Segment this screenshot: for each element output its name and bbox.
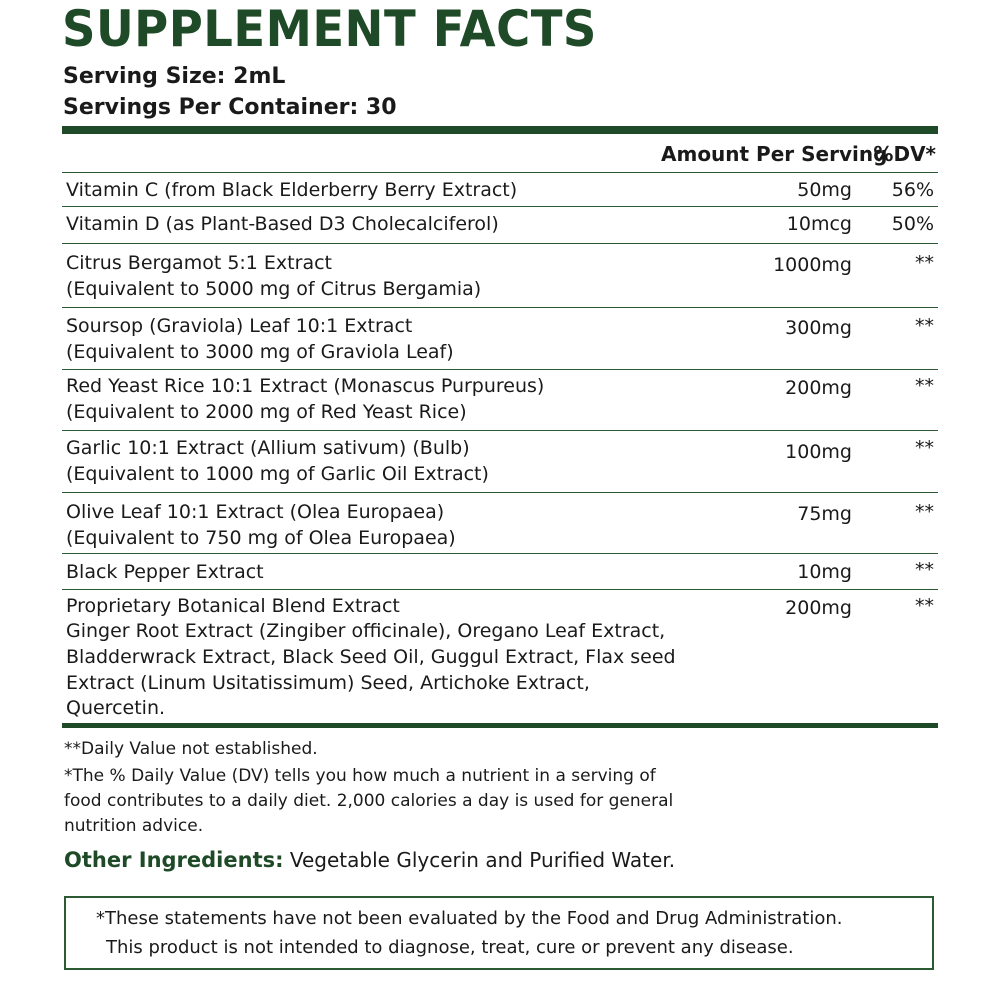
nutrient-equivalent: (Equivalent to 750 mg of Olea Europaea) <box>66 527 456 549</box>
footnote: *The % Daily Value (DV) tells you how much a nutrient in a serving of <box>64 766 656 786</box>
nutrient-amount: 50mg <box>797 179 852 201</box>
nutrient-equivalent: (Equivalent to 3000 mg of Graviola Leaf) <box>66 341 454 363</box>
nutrient-dv: ** <box>915 315 934 337</box>
header-divider <box>62 172 938 173</box>
nutrient-name: Olive Leaf 10:1 Extract (Olea Europaea) <box>66 501 445 523</box>
servings-per-container: Servings Per Container: 30 <box>63 95 397 120</box>
footnote: nutrition advice. <box>64 816 204 836</box>
nutrient-dv: ** <box>915 559 934 581</box>
row-divider <box>62 243 938 244</box>
footnote: food contributes to a daily diet. 2,000 calories a day is used for general <box>64 791 674 811</box>
nutrient-name: Vitamin D (as Plant-Based D3 Cholecalciferol) <box>66 213 499 235</box>
nutrient-equivalent: (Equivalent to 5000 mg of Citrus Bergamia) <box>66 278 482 300</box>
row-divider <box>62 430 938 431</box>
row-divider <box>62 589 938 590</box>
other-ingredients-value: Vegetable Glycerin and Purified Water. <box>289 848 676 872</box>
blend-ingredients-line: Bladderwrack Extract, Black Seed Oil, Guggul Extract, Flax seed <box>66 646 676 668</box>
nutrient-amount: 10mcg <box>786 213 852 235</box>
row-divider <box>62 206 938 207</box>
nutrient-amount: 75mg <box>797 503 852 525</box>
nutrient-name: Black Pepper Extract <box>66 561 264 583</box>
footnote: **Daily Value not established. <box>64 739 318 759</box>
top-thick-rule <box>62 126 938 134</box>
nutrient-dv: ** <box>915 595 934 617</box>
nutrient-amount: 1000mg <box>773 254 852 276</box>
nutrient-name: Vitamin C (from Black Elderberry Berry Extract) <box>66 179 518 201</box>
blend-ingredients-line: Quercetin. <box>66 697 166 719</box>
amount-column-header: Amount Per Serving <box>661 142 888 166</box>
nutrient-dv: ** <box>915 501 934 523</box>
row-divider <box>62 307 938 308</box>
nutrient-name: Proprietary Botanical Blend Extract <box>66 595 400 617</box>
blend-ingredients-line: Ginger Root Extract (Zingiber officinale), Oregano Leaf Extract, <box>66 620 666 642</box>
dv-column-header: %DV* <box>873 142 936 166</box>
nutrient-name: Garlic 10:1 Extract (Allium sativum) (Bulb) <box>66 437 470 459</box>
nutrient-equivalent: (Equivalent to 1000 mg of Garlic Oil Extract) <box>66 463 489 485</box>
nutrient-amount: 10mg <box>797 561 852 583</box>
other-ingredients-label: Other Ingredients: <box>64 848 284 872</box>
nutrient-dv: 56% <box>891 179 934 201</box>
nutrient-dv: 50% <box>891 213 934 235</box>
nutrient-amount: 100mg <box>785 441 852 463</box>
serving-size: Serving Size: 2mL <box>63 64 286 89</box>
nutrient-amount: 200mg <box>785 597 852 619</box>
nutrient-equivalent: (Equivalent to 2000 mg of Red Yeast Rice) <box>66 401 467 423</box>
nutrient-amount: 200mg <box>785 377 852 399</box>
blend-ingredients-line: Extract (Linum Usitatissimum) Seed, Artichoke Extract, <box>66 672 590 694</box>
page-title: SUPPLEMENT FACTS <box>62 0 597 58</box>
nutrient-name: Red Yeast Rice 10:1 Extract (Monascus Purpureus) <box>66 375 545 397</box>
disclaimer-line: This product is not intended to diagnose, treat, cure or prevent any disease. <box>106 937 794 958</box>
row-divider <box>62 553 938 554</box>
other-ingredients <box>64 846 675 874</box>
nutrient-amount: 300mg <box>785 317 852 339</box>
nutrient-dv: ** <box>915 375 934 397</box>
row-divider <box>62 492 938 493</box>
bottom-thick-rule <box>62 723 938 728</box>
disclaimer-line: *These statements have not been evaluated by the Food and Drug Administration. <box>96 908 843 929</box>
nutrient-name: Citrus Bergamot 5:1 Extract <box>66 252 332 274</box>
nutrient-dv: ** <box>915 437 934 459</box>
row-divider <box>62 369 938 370</box>
nutrient-dv: ** <box>915 252 934 274</box>
nutrient-name: Soursop (Graviola) Leaf 10:1 Extract <box>66 315 413 337</box>
